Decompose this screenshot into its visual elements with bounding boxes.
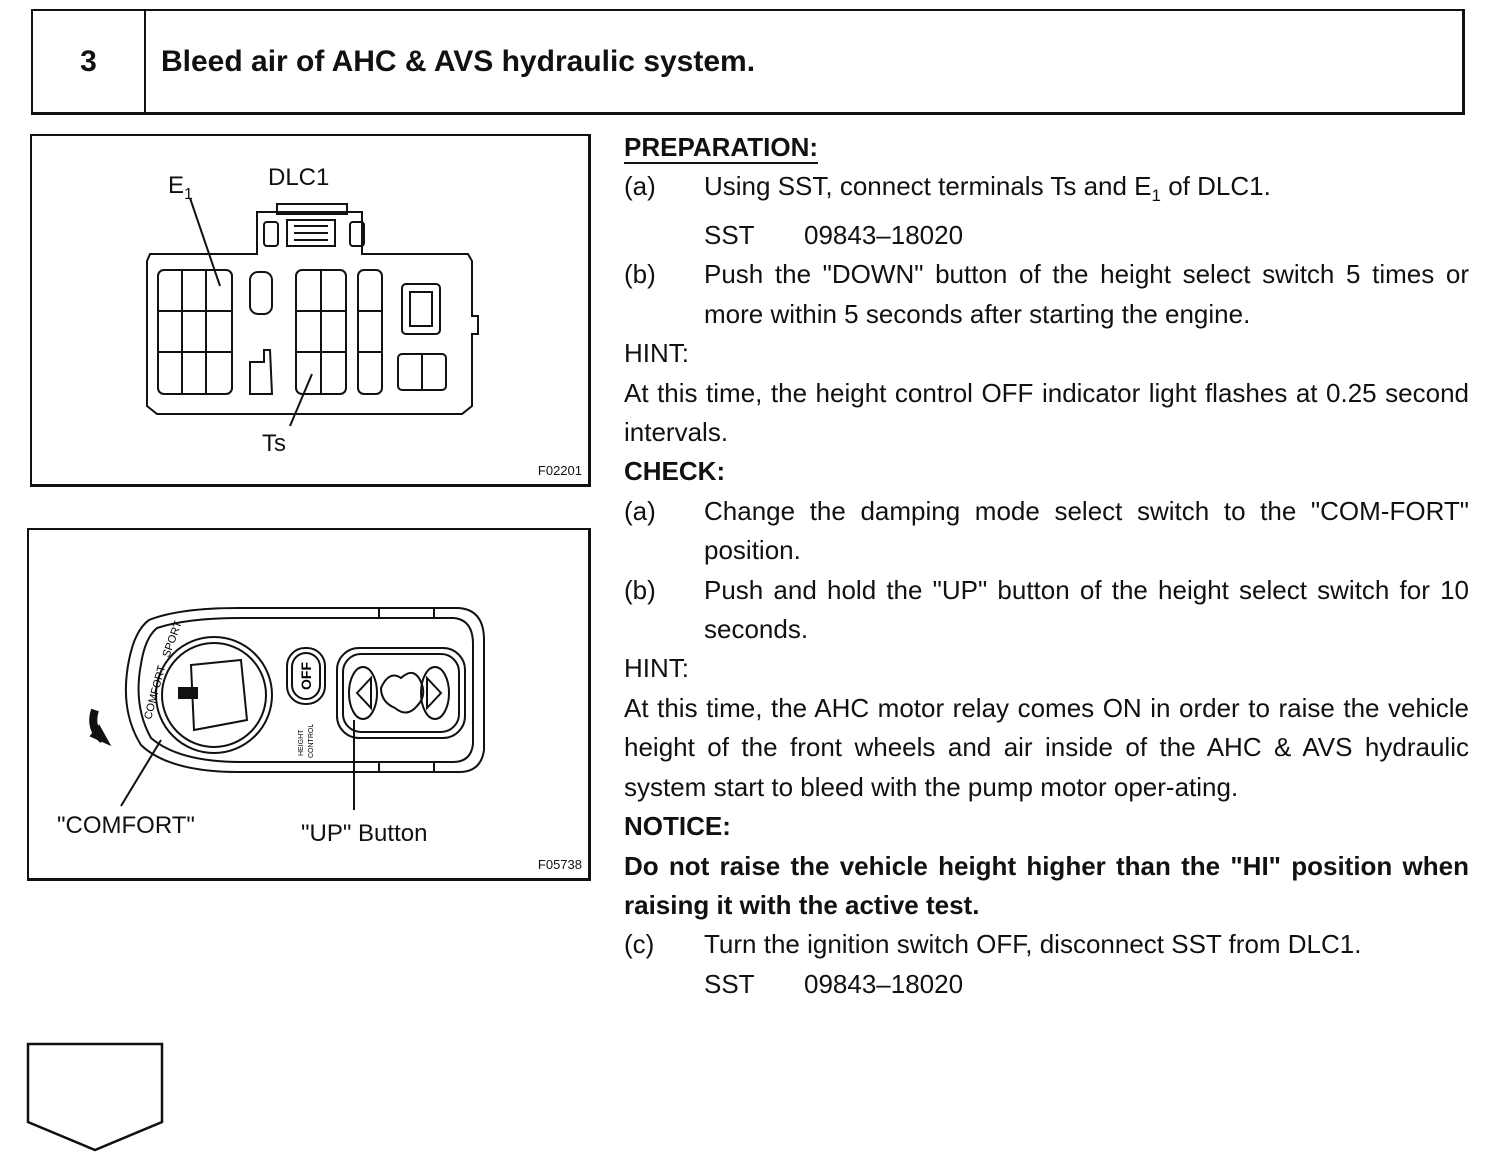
preparation-heading: PREPARATION:	[624, 132, 819, 162]
switch-label-off: OFF	[298, 662, 314, 690]
step-header	[31, 9, 1465, 115]
switch-label-sport: SPORT	[160, 619, 185, 660]
switch-label-height: HEIGHT	[298, 729, 305, 756]
switch-label-control: CONTROL	[308, 723, 315, 758]
check-heading: CHECK:	[624, 456, 726, 487]
step-number: 3	[33, 11, 146, 112]
dlc1-connector-figure	[30, 134, 591, 487]
hint2-heading: HINT:	[624, 653, 689, 684]
label-comfort: "COMFORT"	[57, 812, 195, 839]
next-step-marker-icon	[26, 1042, 166, 1154]
preparation-step-a: (a) Using SST, connect terminals Ts and $E_1$ of DLC1.	[624, 171, 1271, 206]
hint1-heading: HINT:	[624, 338, 689, 369]
hint1-text: At this time, the height control OFF indicator light flashes at 0.25 second intervals.	[624, 377, 1469, 448]
notice-heading: NOTICE:	[624, 811, 731, 842]
hint2-text: At this time, the AHC motor relay comes ON in order to raise the vehicle height of the front wheels and air inside of the AHC & AVS hydraulic system start to bleed with the pump motor oper-ating.	[624, 692, 1469, 802]
notice-text: Do not raise the vehicle height higher than the "HI" position when raising it with the active test.	[624, 850, 1469, 920]
height-control-switch-figure	[27, 528, 591, 881]
procedure-text	[624, 128, 1469, 1004]
step-c-sst: SST 09843–18020	[704, 968, 964, 999]
figure-code-f05738: F05738	[537, 857, 582, 872]
preparation-sst: SST 09843–18020	[704, 220, 964, 250]
step-title: Bleed air of AHC & AVS hydraulic system.	[161, 44, 756, 78]
step-c: (c) Turn the ignition switch OFF, disconnect SST from DLC1.	[624, 929, 1362, 960]
label-ts: Ts	[262, 430, 286, 457]
switch-label-comfort: COMFORT	[142, 664, 169, 721]
label-up-button: "UP" Button	[301, 820, 428, 847]
check-step-b: (b) Push and hold the "UP" button of the height select switch for 10 seconds.	[624, 574, 1469, 645]
label-dlc1: DLC1	[268, 164, 330, 191]
figure-code-f02201: F02201	[537, 463, 582, 478]
label-e1: $E_1$	[168, 172, 193, 203]
check-step-a: (a) Change the damping mode select switch to the "COM-FORT" position.	[624, 495, 1469, 566]
preparation-step-b: (b) Push the "DOWN" button of the height select switch 5 times or more within 5 seconds after starting the engine.	[624, 259, 1469, 329]
